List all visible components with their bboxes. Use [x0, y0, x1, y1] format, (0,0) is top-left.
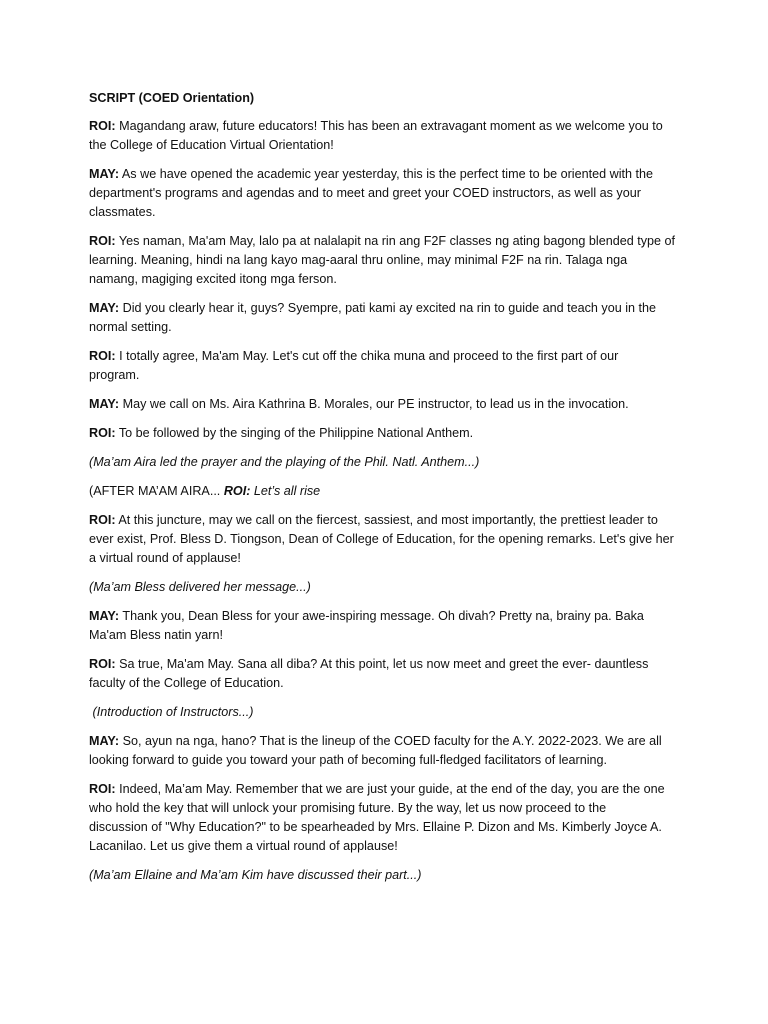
dialogue-text: who hold the key that will unlock your promising future. By the way, let us now proceed to the [89, 801, 607, 815]
dialogue-text: Thank you, Dean Bless for your awe-inspiring message. Oh divah? Pretty na, brainy pa. Baka [122, 609, 644, 623]
speaker-label: ROI: [89, 119, 116, 133]
dialogue-text: classmates. [89, 205, 156, 219]
dialogue-text: normal setting. [89, 320, 172, 334]
dialogue-text: department's programs and agendas and to meet and greet your COED instructors, as well as your [89, 186, 641, 200]
dialogue-text: a virtual round of applause! [89, 551, 241, 565]
speaker-label: ROI: [89, 349, 116, 363]
cue-text: Let’s all rise [253, 484, 321, 498]
dialogue-text: namang, magiging excited itong mga ferson. [89, 272, 337, 286]
speaker-label: MAY: [89, 397, 120, 411]
dialogue-text: Indeed, Ma’am May. Remember that we are just your guide, at the end of the day, you are the one [119, 782, 665, 796]
script-line-may [89, 299, 689, 337]
dialogue-text: Lacanilao. Let us give them a virtual round of applause! [89, 839, 398, 853]
speaker-label: MAY: [89, 167, 120, 181]
dialogue-text: I totally agree, Ma'am May. Let's cut off the chika muna and proceed to the first part of our [119, 349, 619, 363]
script-line-roi [89, 511, 689, 568]
dialogue-text: faculty of the College of Education. [89, 676, 284, 690]
dialogue-text: Ma'am Bless natin yarn! [89, 628, 223, 642]
cue-prefix: (AFTER MA’AM AIRA... [89, 484, 224, 498]
stage-direction-cue [89, 482, 689, 501]
document-page [89, 89, 689, 895]
speaker-label: ROI: [89, 234, 116, 248]
dialogue-text: As we have opened the academic year yesterday, this is the perfect time to be oriented with the [121, 167, 654, 181]
dialogue-text: looking forward to guide you toward your path of becoming full-fledged facilitators of learning. [89, 753, 608, 767]
script-line-roi [89, 655, 689, 693]
script-line-roi [89, 347, 689, 385]
script-line-roi [89, 780, 689, 856]
speaker-label: ROI: [89, 657, 116, 671]
stage-direction: (Ma’am Aira led the prayer and the playing of the Phil. Natl. Anthem...) [89, 455, 480, 469]
speaker-label: ROI: [89, 782, 116, 796]
script-line-roi [89, 232, 689, 289]
document-title: SCRIPT (COED Orientation) [89, 91, 255, 105]
dialogue-text: discussion of "Why Education?" to be spearheaded by Mrs. Ellaine P. Dizon and Ms. Kimberly Joyce A. [89, 820, 662, 834]
dialogue-text: At this juncture, may we call on the fiercest, sassiest, and most importantly, the prettiest leader to [118, 513, 658, 527]
dialogue-text: learning. Meaning, hindi na lang kayo mag-aaral thru online, may minimal F2F na rin. Talaga nga [89, 253, 628, 267]
speaker-label: ROI: [89, 426, 116, 440]
script-line-may [89, 732, 689, 770]
dialogue-text: Yes naman, Ma'am May, lalo pa at nalalapit na rin ang F2F classes ng ating bagong blended type of [118, 234, 676, 248]
script-line-roi [89, 117, 689, 155]
dialogue-text: Sa true, Ma'am May. Sana all diba? At this point, let us now meet and greet the ever- dauntless [119, 657, 649, 671]
script-line-may [89, 607, 689, 645]
stage-direction: (Ma’am Ellaine and Ma’am Kim have discussed their part...) [89, 868, 422, 882]
dialogue-text: So, ayun na nga, hano? That is the lineup of the COED faculty for the A.Y. 2022-2023. We are all [122, 734, 662, 748]
dialogue-text: ever exist, Prof. Bless D. Tiongson, Dean of College of Education, for the opening remarks. Let's give her [89, 532, 674, 546]
dialogue-text: the College of Education Virtual Orientation! [89, 138, 334, 152]
dialogue-text: Did you clearly hear it, guys? Syempre, pati kami ay excited na rin to guide and teach you in the [122, 301, 657, 315]
speaker-label: MAY: [89, 609, 120, 623]
dialogue-text: Magandang araw, future educators! This has been an extravagant moment as we welcome you to [119, 119, 663, 133]
dialogue-text: To be followed by the singing of the Philippine National Anthem. [118, 426, 474, 440]
script-line-roi [89, 424, 689, 443]
script-line-may [89, 395, 689, 414]
speaker-label: MAY: [89, 301, 120, 315]
speaker-label: ROI: [223, 484, 251, 498]
dialogue-text: May we call on Ms. Aira Kathrina B. Morales, our PE instructor, to lead us in the invocation. [122, 397, 629, 411]
speaker-label: MAY: [89, 734, 120, 748]
script-line-may [89, 165, 689, 222]
stage-direction: (Introduction of Instructors...) [89, 705, 254, 719]
dialogue-text: program. [89, 368, 140, 382]
stage-direction: (Ma’am Bless delivered her message...) [89, 580, 311, 594]
speaker-label: ROI: [89, 513, 116, 527]
